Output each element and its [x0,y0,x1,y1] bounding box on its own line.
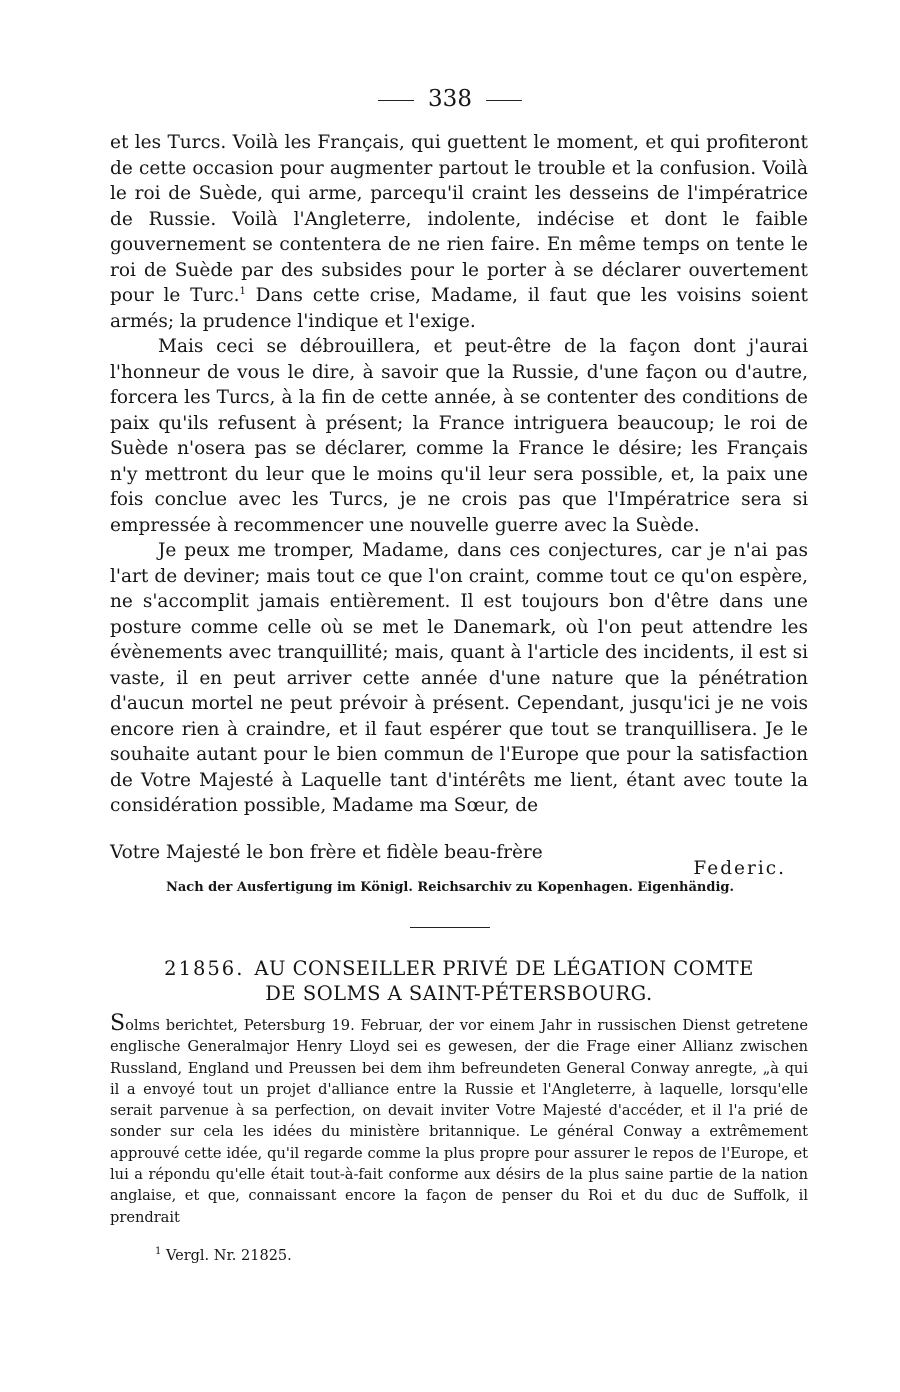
document-heading [110,956,808,1006]
summary-text: olms berichtet, Petersburg 19. Februar, der vor einem Jahr in russischen Dienst getretene englische Generalmajor Henry Lloyd sei es gewesen, der die Frage einer Allianz zwischen Russland, England und Preussen bei dem ihm befreundeten General Conway anregte, „à qui il a envoyé tout un projet d'alliance entre la Russie et l'Angleterre, à laquelle, lorsqu'elle serait parvenue à sa perfection, on devait inviter Votre Majesté d'accéder, et il l'a prié de sonder sur cela les idées du ministère britannique. Le général Conway a extrêmement approuvé cette idée, qu'il regarde comme la plus propre pour assurer le repos de l'Europe, et lui a répondu qu'elle était tout-à-fait conforme aux désirs de la plus saine partie de la nation anglaise, et que, connaissant encore la façon de penser du Roi et du duc de Suffolk, il prendrait [110,1017,808,1226]
summary-initial: S [110,1011,126,1036]
heading-line-1: AU CONSEILLER PRIVÉ DE LÉGATION COMTE [254,957,754,980]
footnote-marker: 1 [155,1246,162,1258]
summary-paragraph [110,1013,808,1228]
heading-line-2: DE SOLMS A SAINT-PÉTERSBOURG. [265,982,653,1005]
footnote [155,1248,292,1264]
paragraph-2: Mais ceci se débrouillera, et peut-être de la façon dont j'aurai l'honneur de vous le dire, à savoir que la Russie, d'une façon ou d'autre, forcera les Turcs, à la fin de cette année, à se contenter des conditions de paix qu'ils refusent à présent; la France intriguera beaucoup; le roi de Suède n'osera pas se déclarer, comme la France le désire; les Français n'y mettront du leur que le moins qu'il leur sera possible, et, la paix une fois conclue avec les Turcs, je ne crois pas que l'Impératrice sera si empressée à recommencer une nouvelle guerre avec la Suède. [110,336,808,536]
closing-line: Votre Majesté le bon frère et fidèle beau-frère [110,842,543,863]
section-divider [410,927,490,928]
page-number [0,86,900,112]
source-note: Nach der Ausfertigung im Königl. Reichsarchiv zu Kopenhagen. Eigenhändig. [165,880,734,895]
closing [110,842,808,879]
page-number-dash-right [486,100,522,101]
paragraph-1-continuation: Dans cette crise, Madame, il faut que les voisins soient armés; la prudence l'indique et l'exige. [110,285,808,332]
paragraph-1-text: et les Turcs. Voilà les Français, qui guettent le moment, et qui profiteront de cette occasion pour augmenter partout le trouble et la confusion. Voilà le roi de Suède, qui arme, parcequ'il craint les desseins de l'impératrice de Russie. Voilà l'Angleterre, indolente, indécise et dont le faible gouvernement se contentera de ne rien faire. En même temps on tente le roi de Suède par des subsides pour le porter à se déclarer ouvertement pour le Turc. [110,132,808,306]
footnote-ref: 1 [239,285,246,297]
paragraph-1 [110,130,808,334]
page-number-dash-left [378,100,414,101]
letter-body [110,130,808,819]
page-number-value: 338 [428,86,472,112]
document-number: 21856. [164,957,245,980]
footnote-text: Vergl. Nr. 21825. [165,1248,292,1264]
paragraph-3: Je peux me tromper, Madame, dans ces conjectures, car je n'ai pas l'art de deviner; mais tout ce que l'on craint, comme tout ce qu'on espère, ne s'accomplit jamais entièrement. Il est toujours bon d'être dans une posture comme celle où se met le Danemark, où l'on peut attendre les évènements avec tranquillité; mais, quant à l'article des incidents, il est si vaste, il en peut arriver cette année d'une nature que la pénétration d'aucun mortel ne peut prévoir à présent. Cependant, jusqu'ici je ne vois encore rien à craindre, et il faut espérer que tout se tranquillisera. Je le souhaite autant pour le bien commun de l'Europe que pour la satisfaction de Votre Majesté à Laquelle tant d'intérêts me lient, étant avec toute la considération possible, Madame ma Sœur, de [110,540,808,816]
signature: Federic. [693,858,786,879]
